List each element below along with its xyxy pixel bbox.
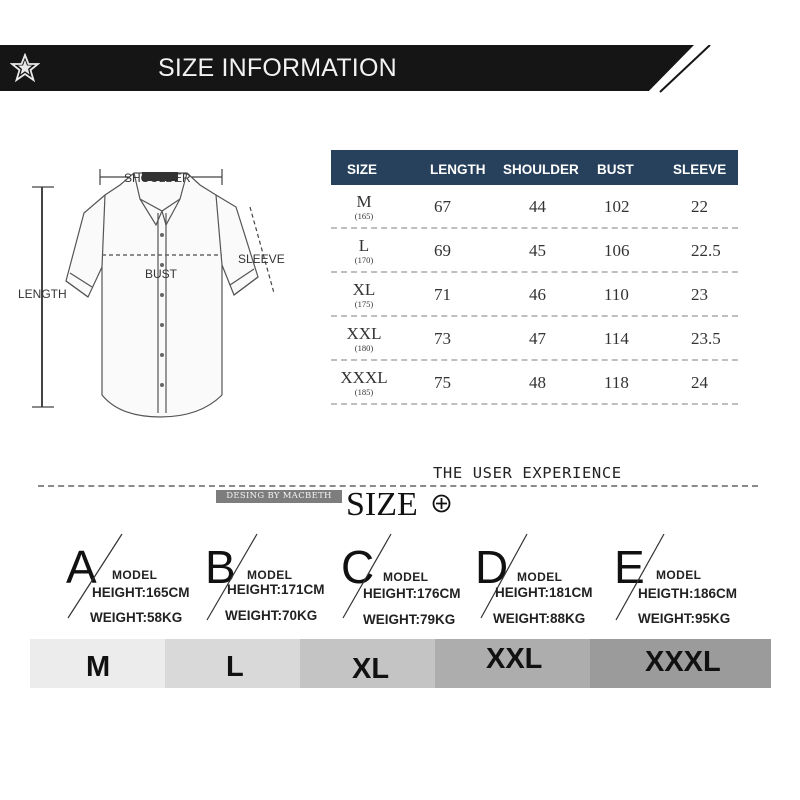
model-card-c — [341, 532, 491, 632]
size-cell: M (165) — [354, 192, 374, 221]
model-card-b — [205, 532, 355, 632]
bust-cell: 106 — [604, 241, 630, 260]
table-row — [331, 229, 738, 273]
bust-cell: 118 — [604, 373, 629, 392]
model-label: MODEL — [383, 570, 429, 584]
length-cell: 67 — [434, 197, 451, 216]
star-icon — [10, 53, 40, 83]
col-length: LENGTH — [430, 162, 486, 177]
sleeve-cell: 24 — [691, 373, 708, 392]
size-bar-label: XXL — [486, 643, 543, 675]
size-bar-l — [165, 639, 300, 688]
table-row — [331, 185, 738, 229]
size-bar-label: L — [226, 651, 244, 683]
size-bar-xxxl — [590, 639, 771, 688]
size-heading: SIZE — [346, 486, 418, 523]
length-cell: 75 — [434, 373, 451, 392]
col-size: SIZE — [347, 162, 378, 177]
page-title: SIZE INFORMATION — [158, 54, 397, 82]
model-card-d — [475, 532, 625, 632]
model-weight: WEIGHT:95KG — [638, 611, 731, 626]
model-label: MODEL — [112, 568, 158, 582]
sleeve-cell: 23.5 — [691, 329, 721, 348]
plus-circle-icon — [432, 494, 451, 513]
model-height: HEIGHT:165CM — [92, 585, 190, 600]
shoulder-cell: 48 — [529, 373, 546, 392]
model-weight: WEIGHT:58KG — [90, 610, 183, 625]
model-letter: A — [66, 541, 97, 593]
sleeve-label: SLEEVE — [238, 252, 285, 266]
model-label: MODEL — [247, 568, 293, 582]
col-shoulder: SHOULDER — [503, 162, 579, 177]
size-cell: L (170) — [354, 236, 374, 265]
sleeve-cell: 22.5 — [691, 241, 721, 260]
size-bar-xxl — [435, 639, 590, 688]
model-letter: C — [341, 541, 375, 593]
size-bar-xl — [300, 639, 435, 688]
table-header — [331, 150, 738, 185]
table-row — [331, 361, 738, 405]
model-label: MODEL — [656, 568, 702, 582]
model-height: HEIGHT:171CM — [227, 582, 325, 597]
length-cell: 71 — [434, 285, 451, 304]
sleeve-cell: 23 — [691, 285, 708, 304]
size-cell: XL (175) — [352, 280, 376, 309]
length-cell: 69 — [434, 241, 451, 260]
size-cell: XXXL (185) — [340, 368, 388, 397]
model-weight: WEIGHT:79KG — [363, 612, 456, 627]
model-card-e — [614, 532, 764, 632]
model-label: MODEL — [517, 570, 563, 584]
bust-label: BUST — [145, 267, 178, 281]
model-letter: D — [475, 541, 509, 593]
col-sleeve: SLEEVE — [673, 162, 727, 177]
bust-cell: 114 — [604, 329, 629, 348]
model-card-a — [66, 532, 216, 632]
length-label: LENGTH — [18, 287, 67, 301]
model-letter: B — [205, 541, 236, 593]
size-bar-m — [30, 639, 165, 688]
table-row — [331, 273, 738, 317]
model-height: HEIGTH:186CM — [638, 586, 738, 601]
model-weight: WEIGHT:88KG — [493, 611, 586, 626]
shoulder-cell: 45 — [529, 241, 546, 260]
size-table — [331, 150, 738, 405]
length-cell: 73 — [434, 329, 451, 348]
user-experience-title: THE USER EXPERIENCE — [433, 464, 622, 482]
table-row — [331, 317, 738, 361]
design-tag: DESING BY MACBETH — [216, 490, 342, 503]
shoulder-cell: 46 — [529, 285, 546, 304]
col-bust: BUST — [597, 162, 634, 177]
shoulder-label: SHOULDER — [124, 171, 191, 185]
model-height: HEIGHT:176CM — [363, 586, 461, 601]
size-bar-label: XL — [352, 653, 390, 685]
model-letter: E — [614, 541, 645, 593]
shoulder-cell: 47 — [529, 329, 546, 348]
bust-cell: 102 — [604, 197, 630, 216]
size-cell: XXL (180) — [346, 324, 382, 353]
shoulder-cell: 44 — [529, 197, 546, 216]
model-weight: WEIGHT:70KG — [225, 608, 318, 623]
model-height: HEIGHT:181CM — [495, 585, 593, 600]
banner-slash-decoration — [652, 45, 712, 93]
size-bar-label: XXXL — [645, 646, 721, 678]
bust-cell: 110 — [604, 285, 629, 304]
sleeve-cell: 22 — [691, 197, 708, 216]
size-bar-label: M — [86, 651, 111, 683]
